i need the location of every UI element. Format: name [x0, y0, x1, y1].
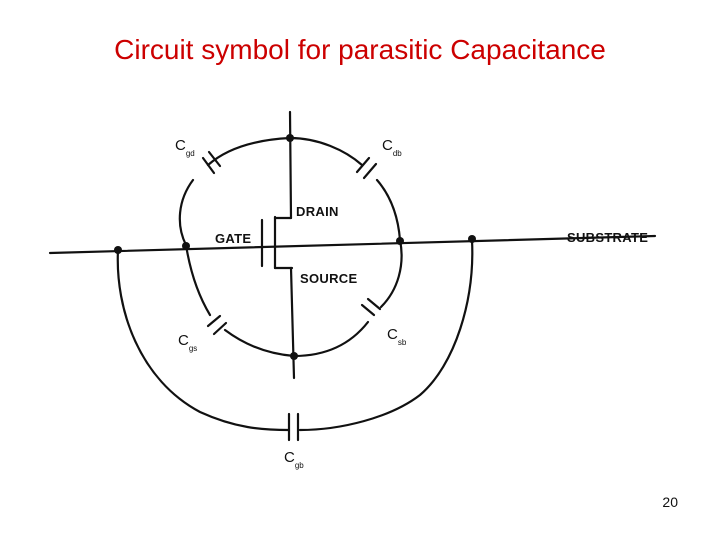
- inner-circle-db-arc: [290, 138, 362, 165]
- cap-gs-label: $C_{gs}$: [178, 332, 198, 353]
- cap-db-plates: [357, 158, 376, 178]
- inner-circle-sb-arc: [294, 322, 368, 356]
- junction-dot-gate: [182, 242, 190, 250]
- drain-source-line: [290, 112, 294, 378]
- inner-circle-gd-arc: [208, 138, 290, 165]
- inner-circle-gs-arc: [225, 330, 294, 356]
- junction-dot-substrate-inner: [396, 237, 404, 245]
- cap-sb-label: $C_{sb}$: [387, 326, 407, 347]
- page-number: 20: [662, 494, 678, 510]
- cap-gb-label: $C_{gb}$: [284, 449, 304, 470]
- cap-db-label: $C_{db}$: [382, 137, 402, 158]
- junction-dot-substrate-outer: [468, 235, 476, 243]
- slide-title: Circuit symbol for parasitic Capacitance: [114, 34, 606, 65]
- cap-sb-plates: [362, 299, 380, 315]
- source-label: SOURCE: [300, 271, 358, 286]
- substrate-label: SUBSTRATE: [567, 230, 649, 245]
- cap-gb-plates: [289, 414, 298, 440]
- gate-label: GATE: [215, 231, 252, 246]
- junction-dot-substrate-left: [114, 246, 122, 254]
- junction-dot-top: [286, 134, 294, 142]
- substrate-line: [50, 236, 655, 253]
- junction-dot-bottom: [290, 352, 298, 360]
- cap-gd-label: $C_{gd}$: [175, 137, 195, 158]
- outer-arc-left: [118, 250, 289, 430]
- cap-gs-plates: [208, 316, 226, 334]
- drain-label: DRAIN: [296, 204, 339, 219]
